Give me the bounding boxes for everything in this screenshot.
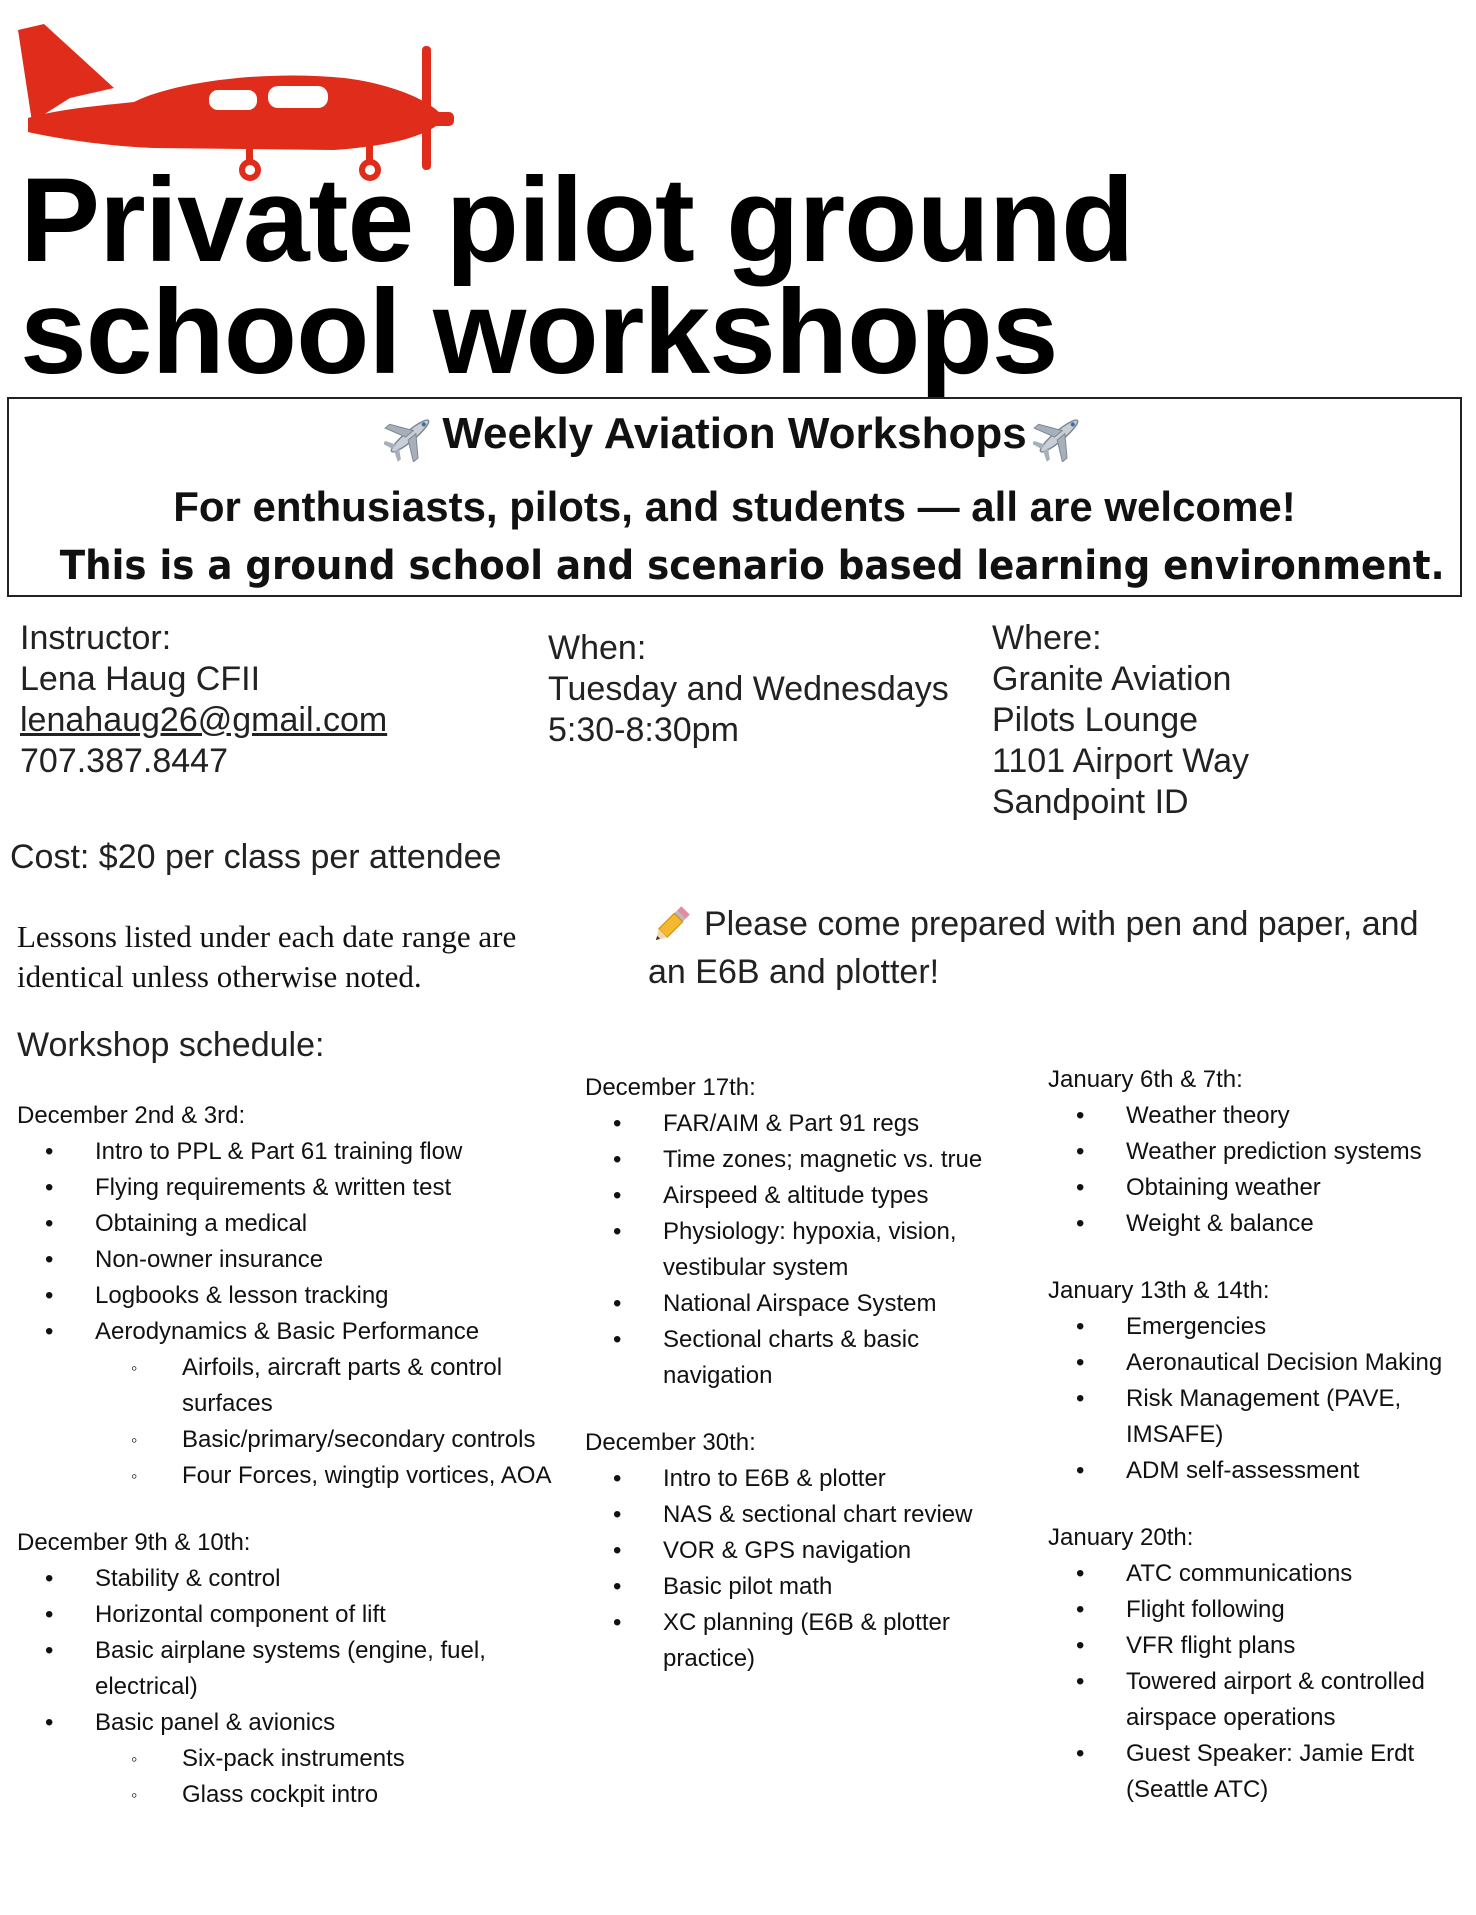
- list-item: • Weather theory: [1048, 1098, 1468, 1134]
- instructor-phone: 707.387.8447: [20, 742, 228, 780]
- list-item: • NAS & sectional chart review: [585, 1497, 1015, 1533]
- list-item: • Logbooks & lesson tracking: [17, 1278, 577, 1314]
- list-item: • Intro to E6B & plotter: [585, 1461, 1015, 1497]
- instructor-name: Lena Haug CFII: [20, 660, 261, 698]
- lessons-note-line-2: identical unless otherwise noted.: [17, 959, 422, 994]
- session-heading: December 2nd & 3rd:: [17, 1102, 246, 1129]
- schedule-column-3: [1048, 1062, 1468, 1808]
- list-item: • VOR & GPS navigation: [585, 1533, 1015, 1569]
- where-line-1: Granite Aviation: [992, 660, 1232, 698]
- banner-heading: Weekly Aviation Workshops: [442, 409, 1027, 458]
- list-item: • VFR flight plans: [1048, 1628, 1468, 1664]
- list-item: • Physiology: hypoxia, vision, vestibular system: [585, 1214, 1015, 1286]
- session-heading: January 6th & 7th:: [1048, 1066, 1243, 1093]
- sub-list-item: ◦ Four Forces, wingtip vortices, AOA: [17, 1458, 577, 1494]
- list-item: • Sectional charts & basic navigation: [585, 1322, 1015, 1394]
- when-block: [548, 628, 949, 751]
- list-item: • ADM self-assessment: [1048, 1453, 1468, 1489]
- list-item: • FAR/AIM & Part 91 regs: [585, 1106, 1015, 1142]
- session-list: [585, 1461, 1015, 1677]
- session-heading: January 13th & 14th:: [1048, 1277, 1270, 1304]
- list-item: • Towered airport & controlled airspace operations: [1048, 1664, 1468, 1736]
- list-item: • Non-owner insurance: [17, 1242, 577, 1278]
- cost-text: Cost: $20 per class per attendee: [10, 838, 502, 876]
- lessons-note-line-1: Lessons listed under each date range are: [17, 919, 517, 954]
- schedule-column-1: [17, 1098, 577, 1813]
- when-time: 5:30-8:30pm: [548, 711, 739, 749]
- list-item: • Flying requirements & written test: [17, 1170, 577, 1206]
- list-item: • Flight following: [1048, 1592, 1468, 1628]
- when-days: Tuesday and Wednesdays: [548, 670, 949, 708]
- list-item: • Emergencies: [1048, 1309, 1468, 1345]
- list-item: • ATC communications: [1048, 1556, 1468, 1592]
- list-item: • Horizontal component of lift: [17, 1597, 577, 1633]
- banner-audience: For enthusiasts, pilots, and students — all are welcome!: [173, 483, 1296, 530]
- list-item: • Obtaining weather: [1048, 1170, 1468, 1206]
- list-item: • Basic panel & avionics: [17, 1705, 577, 1741]
- sub-list-item: ◦ Airfoils, aircraft parts & control surfaces: [17, 1350, 577, 1422]
- pencil-icon: [648, 904, 692, 948]
- sub-list-item: ◦ Six-pack instruments: [17, 1741, 577, 1777]
- list-item: • Weight & balance: [1048, 1206, 1468, 1242]
- list-item: • Aerodynamics & Basic Performance: [17, 1314, 577, 1350]
- where-line-4: Sandpoint ID: [992, 783, 1189, 821]
- where-label: Where:: [992, 619, 1102, 657]
- list-item: • Time zones; magnetic vs. true: [585, 1142, 1015, 1178]
- session-list: [1048, 1098, 1468, 1242]
- session-list: [1048, 1309, 1468, 1489]
- list-item: • Aeronautical Decision Making: [1048, 1345, 1468, 1381]
- where-block: [992, 618, 1249, 823]
- list-item: • Basic airplane systems (engine, fuel, electrical): [17, 1633, 577, 1705]
- where-line-3: 1101 Airport Way: [992, 742, 1250, 780]
- schedule-title: Workshop schedule:: [17, 1026, 325, 1064]
- sub-list-item: ◦ Glass cockpit intro: [17, 1777, 577, 1813]
- list-item: • Weather prediction systems: [1048, 1134, 1468, 1170]
- session-heading: December 9th & 10th:: [17, 1529, 251, 1556]
- workshop-banner: [7, 397, 1462, 597]
- list-item: • Intro to PPL & Part 61 training flow: [17, 1134, 577, 1170]
- session-list: [1048, 1556, 1468, 1808]
- list-item: • Airspeed & altitude types: [585, 1178, 1015, 1214]
- airplane-emoji-icon: [1033, 410, 1085, 462]
- session-heading: December 30th:: [585, 1429, 756, 1456]
- session-list: [17, 1134, 577, 1494]
- list-item: • Risk Management (PAVE, IMSAFE): [1048, 1381, 1468, 1453]
- list-item: • Basic pilot math: [585, 1569, 1015, 1605]
- list-item: • Stability & control: [17, 1561, 577, 1597]
- list-item: • National Airspace System: [585, 1286, 1015, 1322]
- when-label: When:: [548, 629, 647, 667]
- page-title-line-2: school workshops: [20, 265, 1058, 399]
- session-heading: January 20th:: [1048, 1524, 1194, 1551]
- lessons-note: [17, 917, 516, 997]
- list-item: • Guest Speaker: Jamie Erdt (Seattle ATC): [1048, 1736, 1468, 1808]
- instructor-block: [20, 618, 387, 782]
- list-item: • Obtaining a medical: [17, 1206, 577, 1242]
- instructor-label: Instructor:: [20, 619, 172, 657]
- page-title-line-1: Private pilot ground: [20, 153, 1134, 287]
- sub-list-item: ◦ Basic/primary/secondary controls: [17, 1422, 577, 1458]
- where-line-2: Pilots Lounge: [992, 701, 1199, 739]
- list-item: • XC planning (E6B & plotter practice): [585, 1605, 1015, 1677]
- prepared-note-line-2: an E6B and plotter!: [648, 953, 940, 992]
- schedule-column-2: [585, 1070, 1015, 1677]
- prepared-note-line-1: Please come prepared with pen and paper, and: [704, 905, 1419, 943]
- session-list: [17, 1561, 577, 1813]
- session-heading: December 17th:: [585, 1074, 756, 1101]
- airplane-emoji-icon: [384, 410, 436, 462]
- prepared-note: [648, 900, 1419, 996]
- banner-description: This is a ground school and scenario based learning environment.: [59, 543, 1445, 589]
- session-list: [585, 1106, 1015, 1394]
- instructor-email-link[interactable]: lenahaug26@gmail.com: [20, 701, 388, 739]
